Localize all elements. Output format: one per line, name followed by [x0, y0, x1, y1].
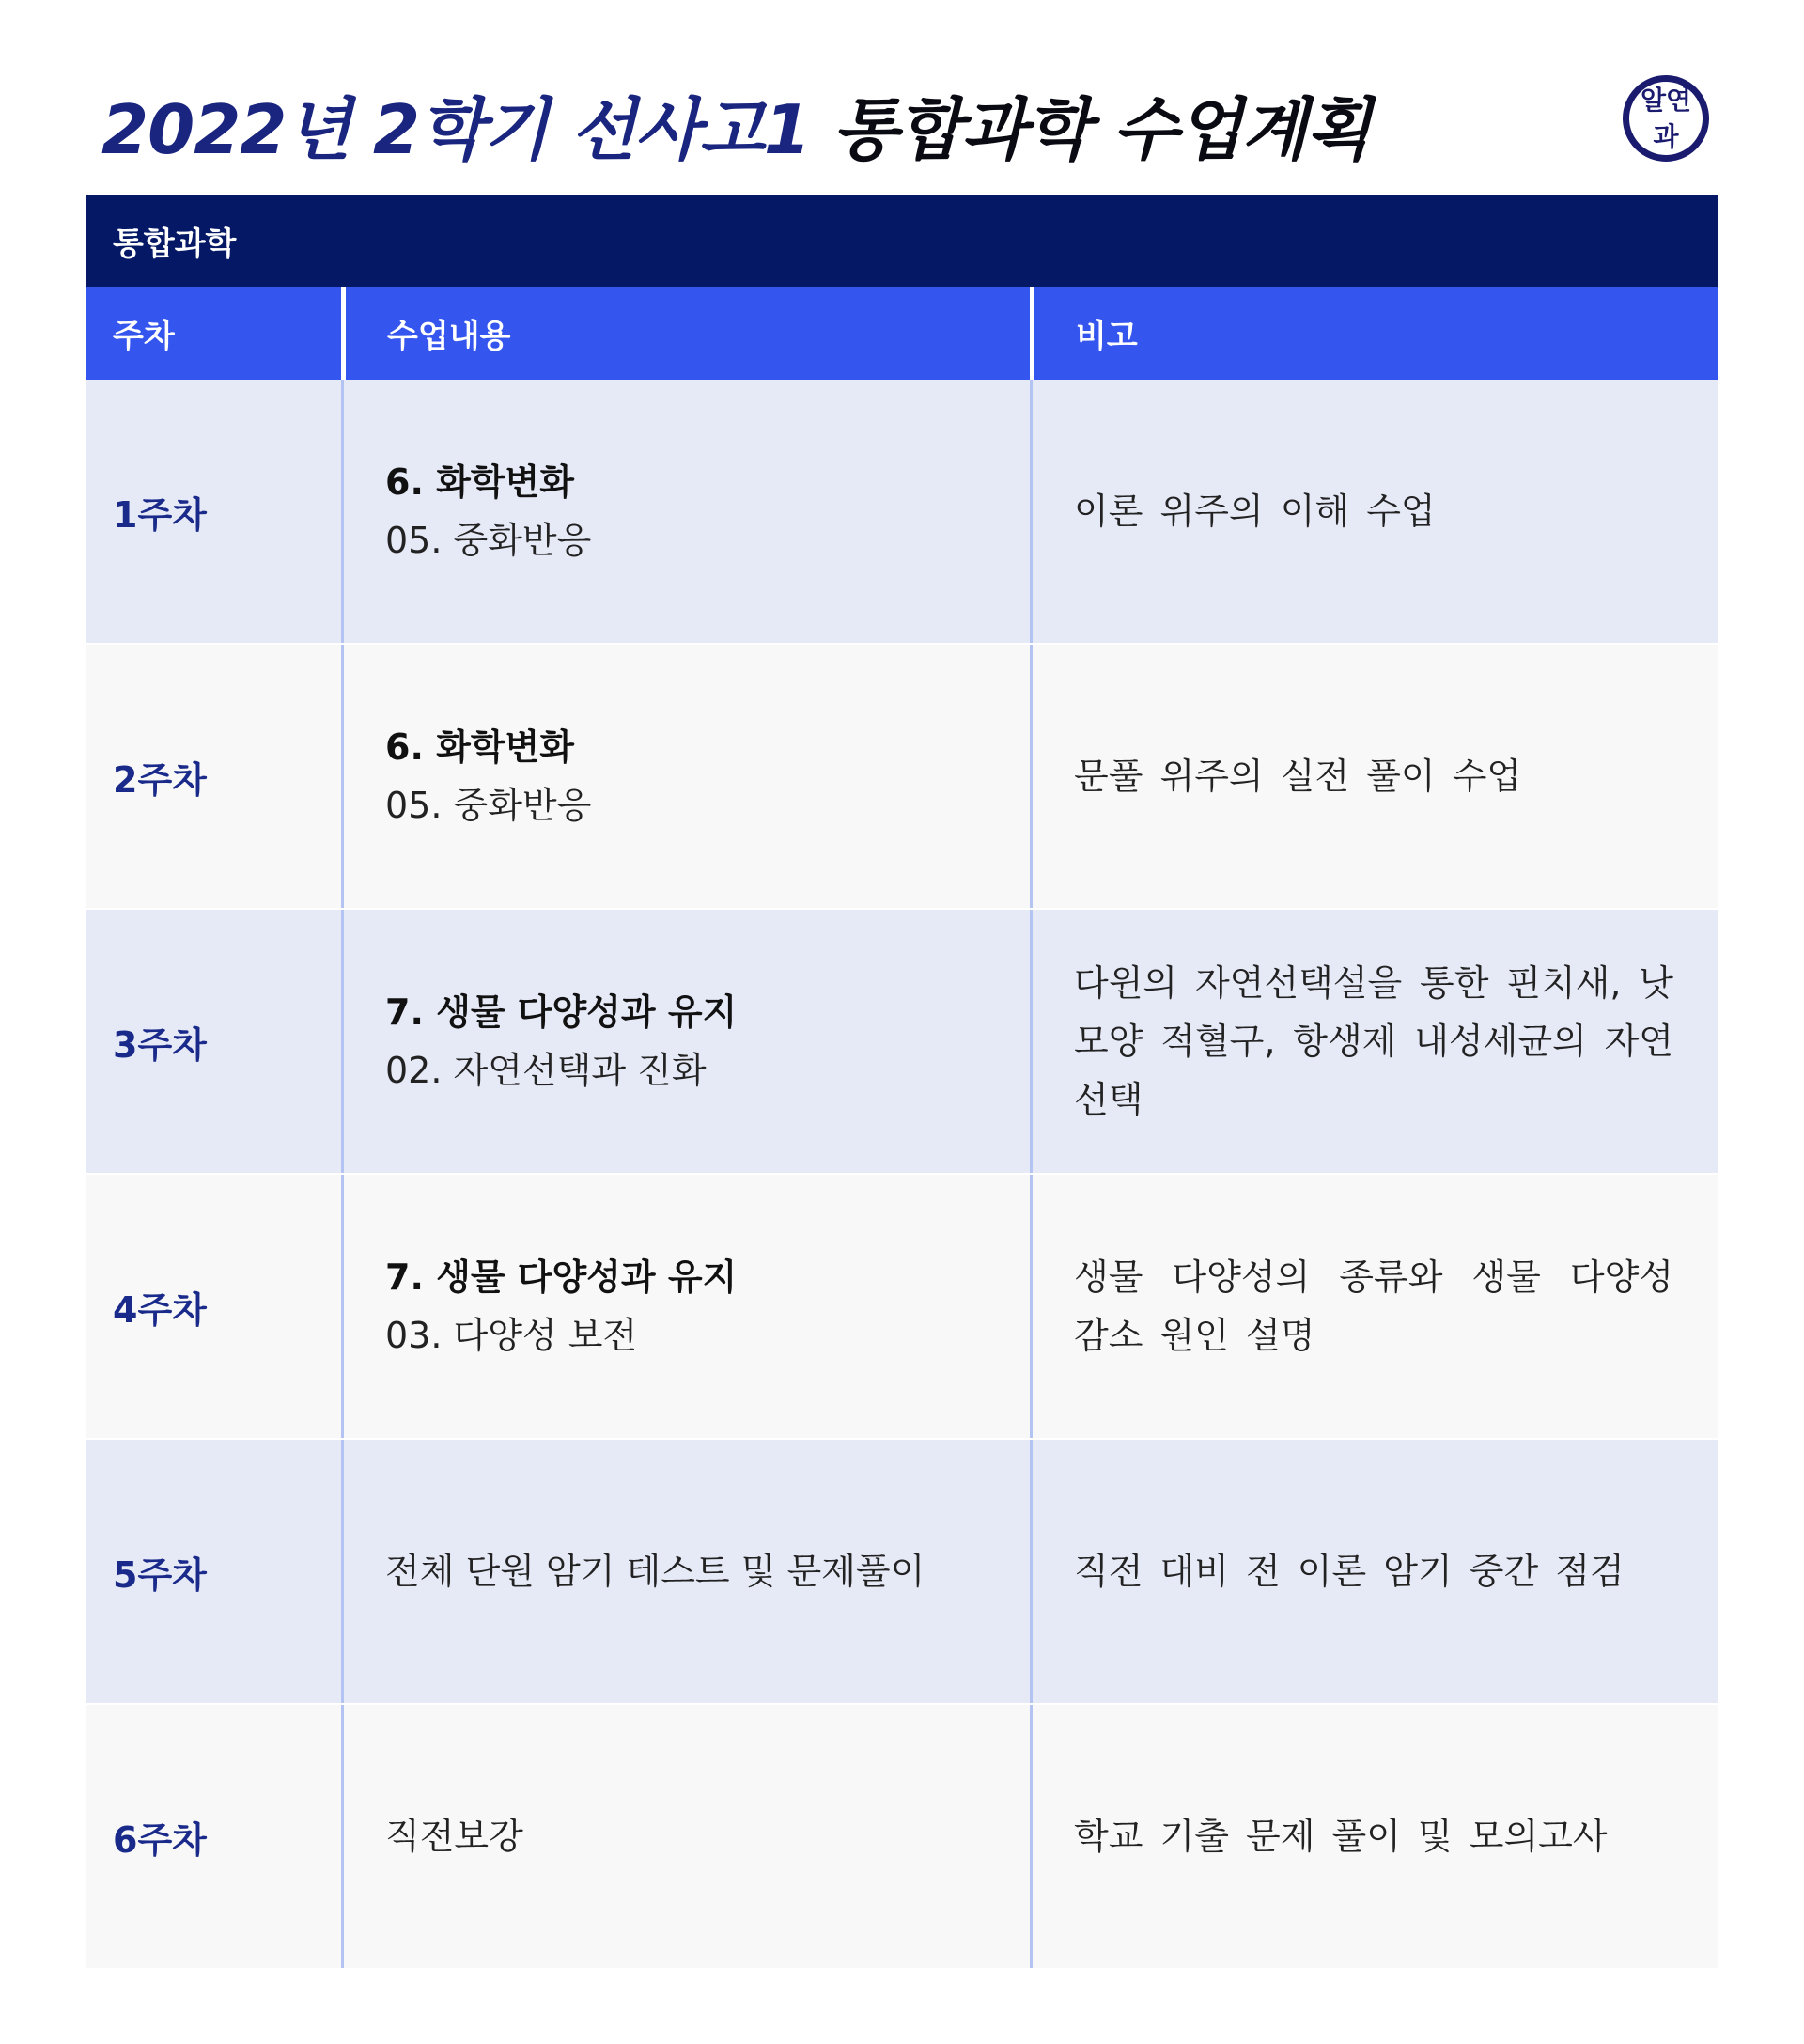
note-cell [1030, 1175, 1718, 1438]
note-text: 직전 대비 전 이론 암기 중간 점검 [1074, 1551, 1625, 1592]
note-text: 다윈의 자연선택설을 통한 핀치새, 낫 모양 적혈구, 항생제 내성세균의 자연 선택 [1074, 962, 1673, 1120]
content-text: 직전보강 [385, 1816, 523, 1857]
week-cell [86, 1175, 341, 1438]
week-label: 1주차 [113, 493, 207, 536]
week-label: 3주차 [113, 1023, 207, 1066]
chapter-title: 7. 생물 다양성과 유지 [385, 991, 738, 1033]
note-cell [1030, 1705, 1718, 1968]
content-cell [341, 380, 1030, 643]
brand-logo [1623, 75, 1709, 162]
lesson-title: 05. 중화반응 [385, 520, 592, 561]
column-header-content: 수업내용 [341, 287, 1030, 380]
note-text: 이론 위주의 이해 수업 [1074, 491, 1436, 532]
content-cell [341, 910, 1030, 1173]
table-column-header [86, 287, 1718, 380]
week-label: 4주차 [113, 1288, 207, 1331]
lesson-title: 03. 다양성 보전 [385, 1315, 638, 1356]
note-text: 문풀 위주의 실전 풀이 수업 [1074, 756, 1522, 797]
note-cell [1030, 645, 1718, 908]
column-header-week: 주차 [86, 287, 341, 380]
note-text: 학교 기출 문제 풀이 및 모의고사 [1074, 1816, 1608, 1857]
page-title-part2: 통합과학 수업계획 [832, 90, 1371, 169]
week-cell [86, 645, 341, 908]
page-title [101, 83, 1371, 177]
note-text: 생물 다양성의 종류와 생물 다양성 감소 원인 설명 [1074, 1256, 1673, 1356]
table-row [86, 645, 1718, 908]
table-row [86, 1175, 1718, 1438]
page-title-part1: 2022년 2학기 선사고1 [101, 90, 811, 169]
table-row [86, 1705, 1718, 1968]
brand-logo-line2: 과 [1653, 120, 1679, 152]
week-cell [86, 380, 341, 643]
brand-logo-line1: 알연 [1640, 84, 1692, 116]
table-row [86, 910, 1718, 1173]
brand-logo-mark [1629, 82, 1703, 155]
week-label: 2주차 [113, 758, 207, 801]
column-header-note: 비고 [1030, 287, 1718, 380]
week-label: 5주차 [113, 1553, 207, 1596]
week-cell [86, 910, 341, 1173]
content-cell [341, 1175, 1030, 1438]
chapter-title: 7. 생물 다양성과 유지 [385, 1256, 738, 1298]
week-cell [86, 1440, 341, 1703]
chapter-title: 6. 화학변화 [385, 461, 574, 503]
content-cell [341, 1440, 1030, 1703]
chapter-title: 6. 화학변화 [385, 726, 574, 768]
content-cell [341, 645, 1030, 908]
week-cell [86, 1705, 341, 1968]
note-cell [1030, 910, 1718, 1173]
content-text: 전체 단원 암기 테스트 및 문제풀이 [385, 1551, 925, 1592]
note-cell [1030, 1440, 1718, 1703]
content-cell [341, 1705, 1030, 1968]
week-label: 6주차 [113, 1818, 207, 1861]
table-row [86, 380, 1718, 643]
table-row [86, 1440, 1718, 1703]
note-cell [1030, 380, 1718, 643]
table-section-title: 통합과학 [86, 195, 1718, 287]
lesson-title: 02. 자연선택과 진화 [385, 1050, 707, 1091]
lesson-title: 05. 중화반응 [385, 785, 592, 826]
schedule-table [86, 195, 1718, 1968]
